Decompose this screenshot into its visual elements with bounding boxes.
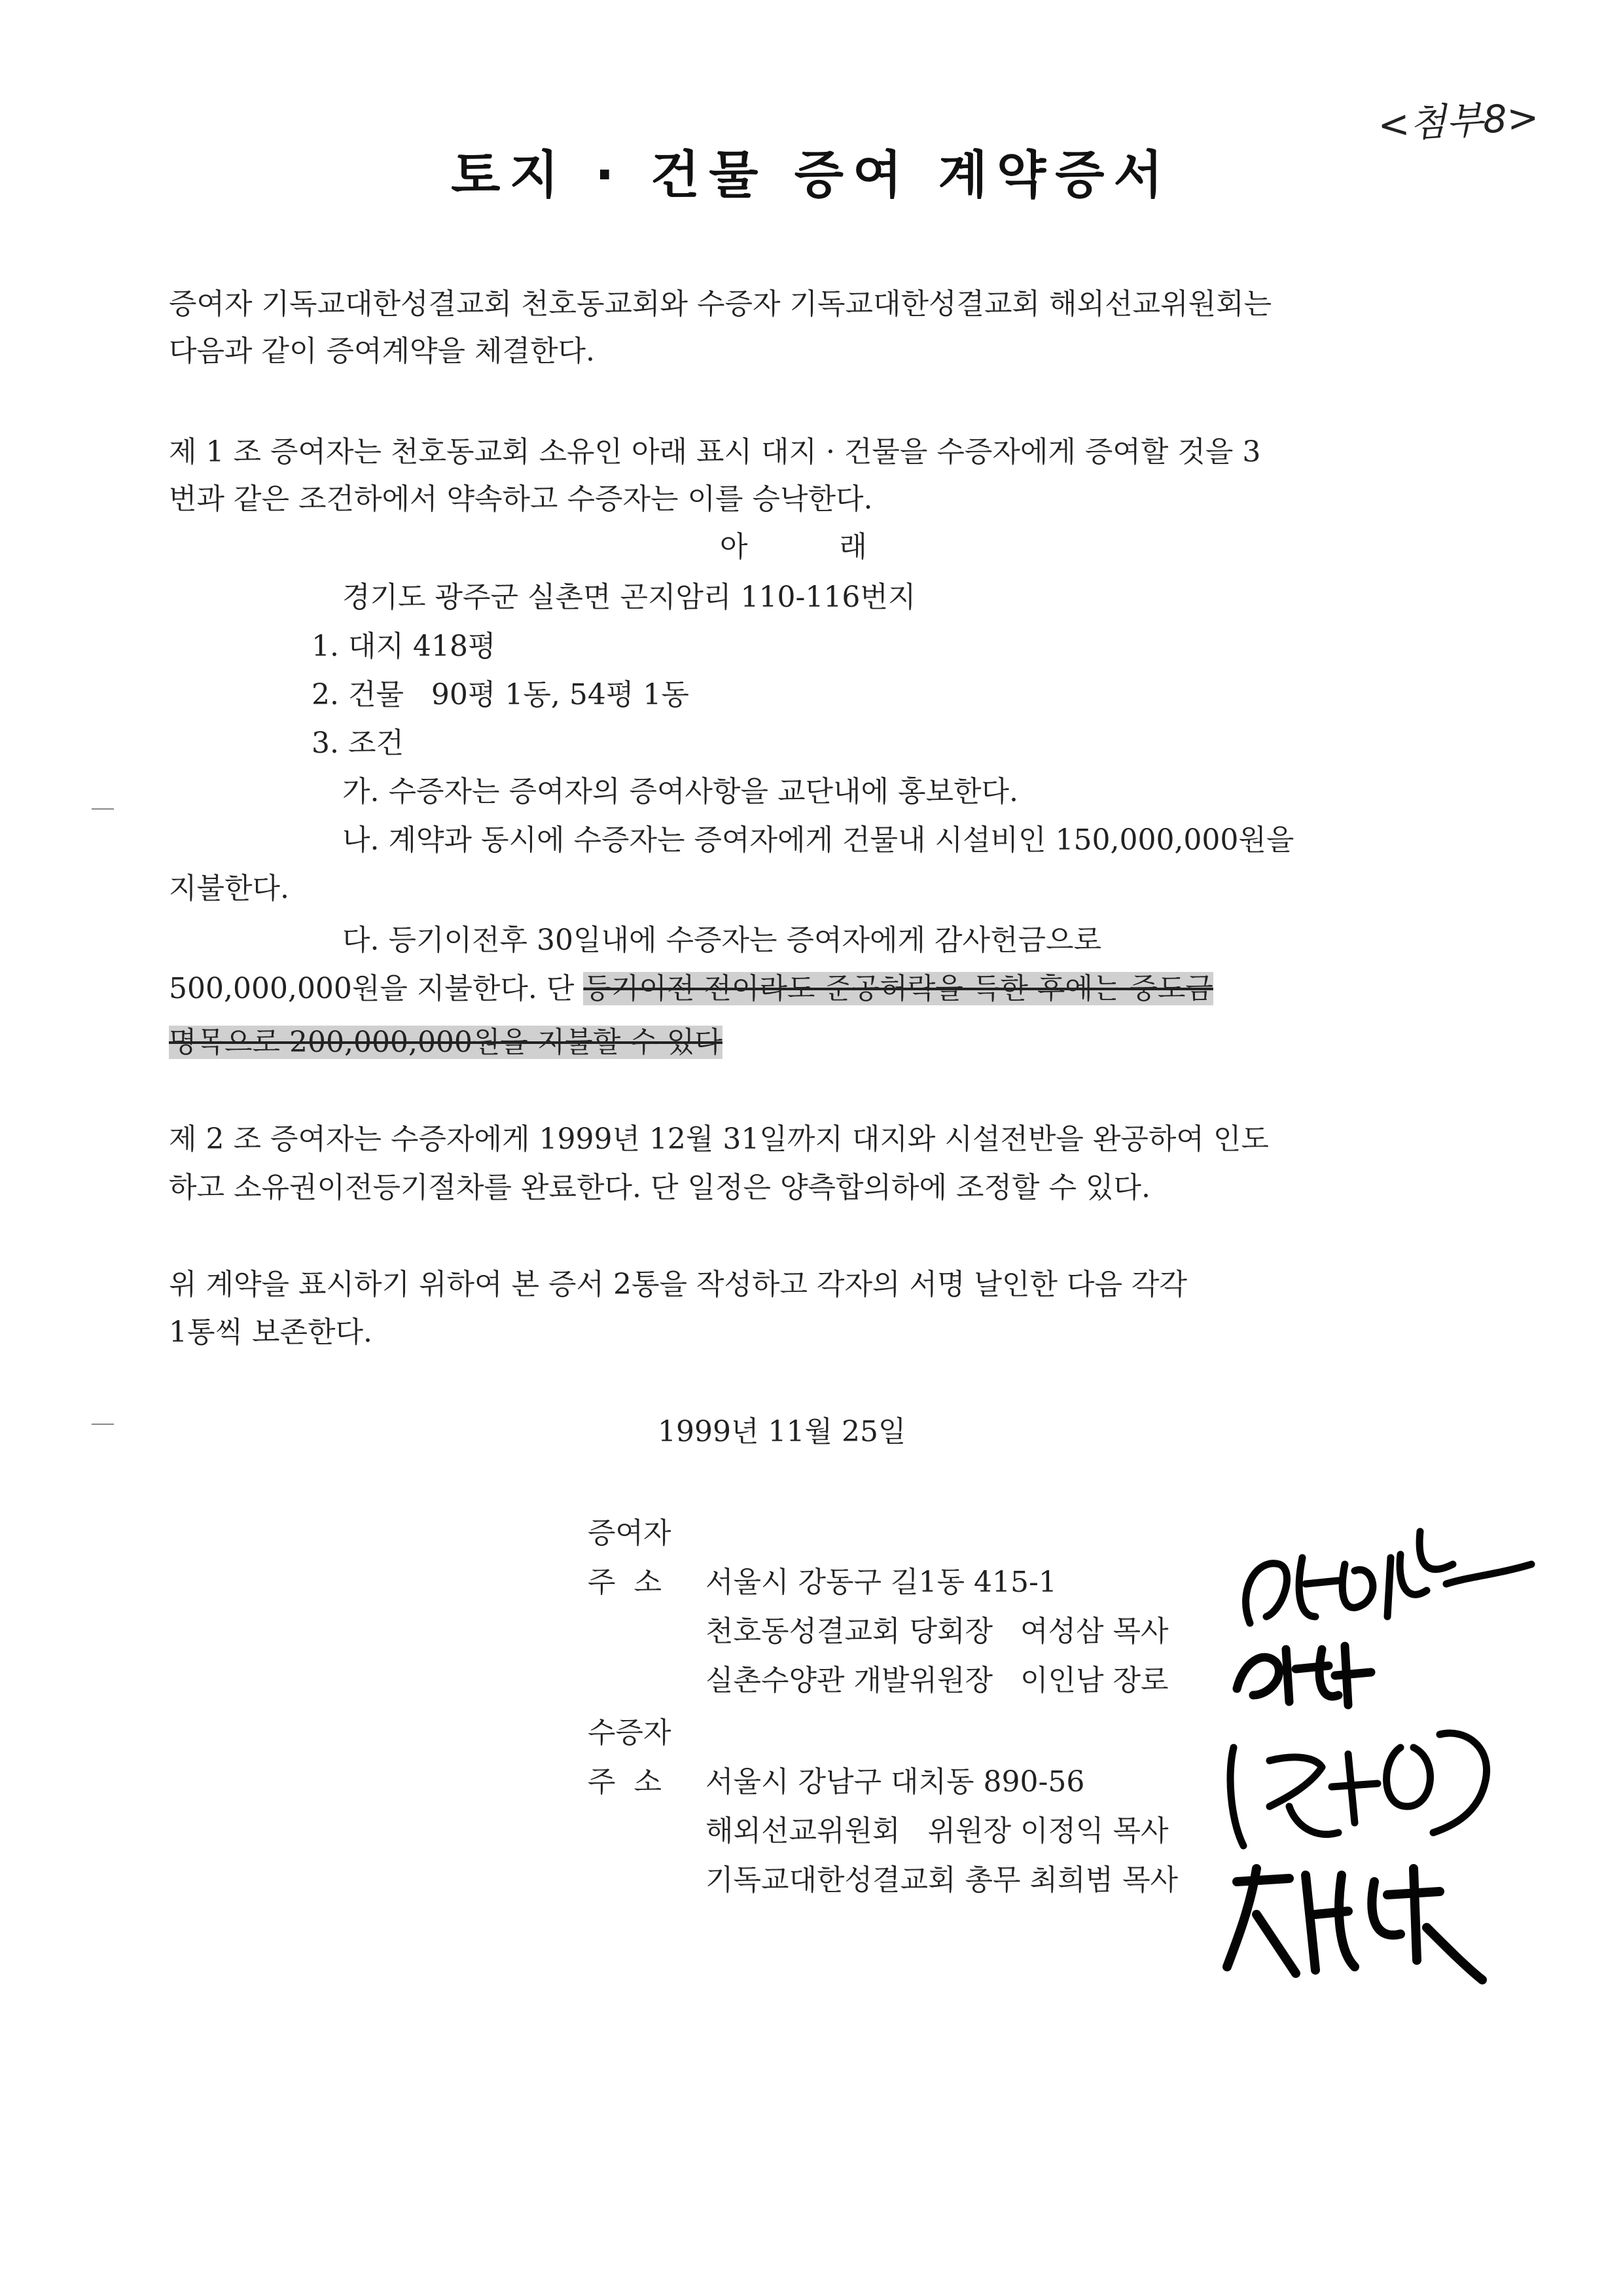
- closing-line-2: 1통씩 보존한다.: [169, 1316, 372, 1349]
- intro-line-2: 다음과 같이 증여계약을 체결한다.: [169, 334, 595, 368]
- signature-donor-2: [1224, 1630, 1381, 1715]
- article-1-line-2: 번과 같은 조건하에서 약속하고 수증자는 이를 승낙한다.: [169, 482, 873, 516]
- condition-na-line-1: 나. 계약과 동시에 수증자는 증여자에게 건물내 시설비인 150,000,000원을: [342, 823, 1294, 857]
- donee-label: 수증자: [588, 1716, 671, 1749]
- condition-da-line-1: 다. 등기이전후 30일내에 수증자는 증여자에게 감사헌금으로: [342, 924, 1101, 957]
- closing-line-1: 위 계약을 표시하기 위하여 본 증서 2통을 작성하고 각자의 서명 날인한 다음 각각: [169, 1268, 1187, 1301]
- below-heading: 아 래: [720, 530, 867, 564]
- item-building: 2. 건물 90평 1동, 54평 1동: [312, 678, 689, 711]
- signature-donee-1: [1217, 1708, 1525, 1865]
- condition-da-line-2: [169, 971, 1213, 1007]
- struck-text: 등기이전 전이라도 준공허락을 득한 후에는 중도금: [583, 972, 1213, 1005]
- attachment-mark: <첨부8>: [1376, 94, 1541, 148]
- scan-mark: [92, 1424, 114, 1425]
- contract-date: 1999년 11월 25일: [658, 1415, 906, 1448]
- intro-line-1: 증여자 기독교대한성결교회 천호동교회와 수증자 기독교대한성결교회 해외선교위원회는: [169, 287, 1272, 321]
- property-address: 경기도 광주군 실촌면 곤지암리 110-116번지: [342, 581, 916, 614]
- condition-ga: 가. 수증자는 증여자의 증여사항을 교단내에 홍보한다.: [342, 775, 1018, 808]
- donee-address-label: 주 소: [588, 1765, 662, 1799]
- donor-signer-2: 실촌수양관 개발위원장 이인남 장로: [705, 1664, 1169, 1697]
- donor-address-label: 주 소: [588, 1566, 662, 1599]
- donee-address: 서울시 강남구 대치동 890-56: [705, 1765, 1085, 1799]
- donor-label: 증여자: [588, 1516, 671, 1550]
- condition-na-line-2: 지불한다.: [169, 872, 290, 905]
- donee-signer-1: 해외선교위원회 위원장 이정익 목사: [705, 1814, 1169, 1848]
- article-2-line-1: 제 2 조 증여자는 수증자에게 1999년 12월 31일까지 대지와 시설전반을 완공하여 인도: [169, 1122, 1269, 1156]
- donee-signer-2: 기독교대한성결교회 총무 최희범 목사: [705, 1863, 1179, 1897]
- item-condition: 3. 조건: [312, 726, 404, 760]
- condition-da-text: 500,000,000원을 지불한다. 단: [169, 972, 584, 1005]
- item-land: 1. 대지 418평: [312, 630, 496, 663]
- condition-da-line-3: [169, 1024, 722, 1061]
- document-title: 토지 · 건물 증여 계약증서: [451, 146, 1172, 205]
- scan-mark: [92, 808, 114, 810]
- article-2-line-2: 하고 소유권이전등기절차를 완료한다. 단 일정은 양측합의하에 조정할 수 있다.: [169, 1171, 1150, 1204]
- article-1-line-1: 제 1 조 증여자는 천호동교회 소유인 아래 표시 대지 · 건물을 수증자에게 증여할 것을 3: [169, 435, 1261, 469]
- donor-address: 서울시 강동구 길1동 415-1: [705, 1566, 1057, 1599]
- struck-text: 명목으로 200,000,000원을 지불할 수 있다: [169, 1026, 722, 1059]
- donor-signer-1: 천호동성결교회 당회장 여성삼 목사: [705, 1615, 1169, 1648]
- signature-donee-2: [1217, 1856, 1492, 1993]
